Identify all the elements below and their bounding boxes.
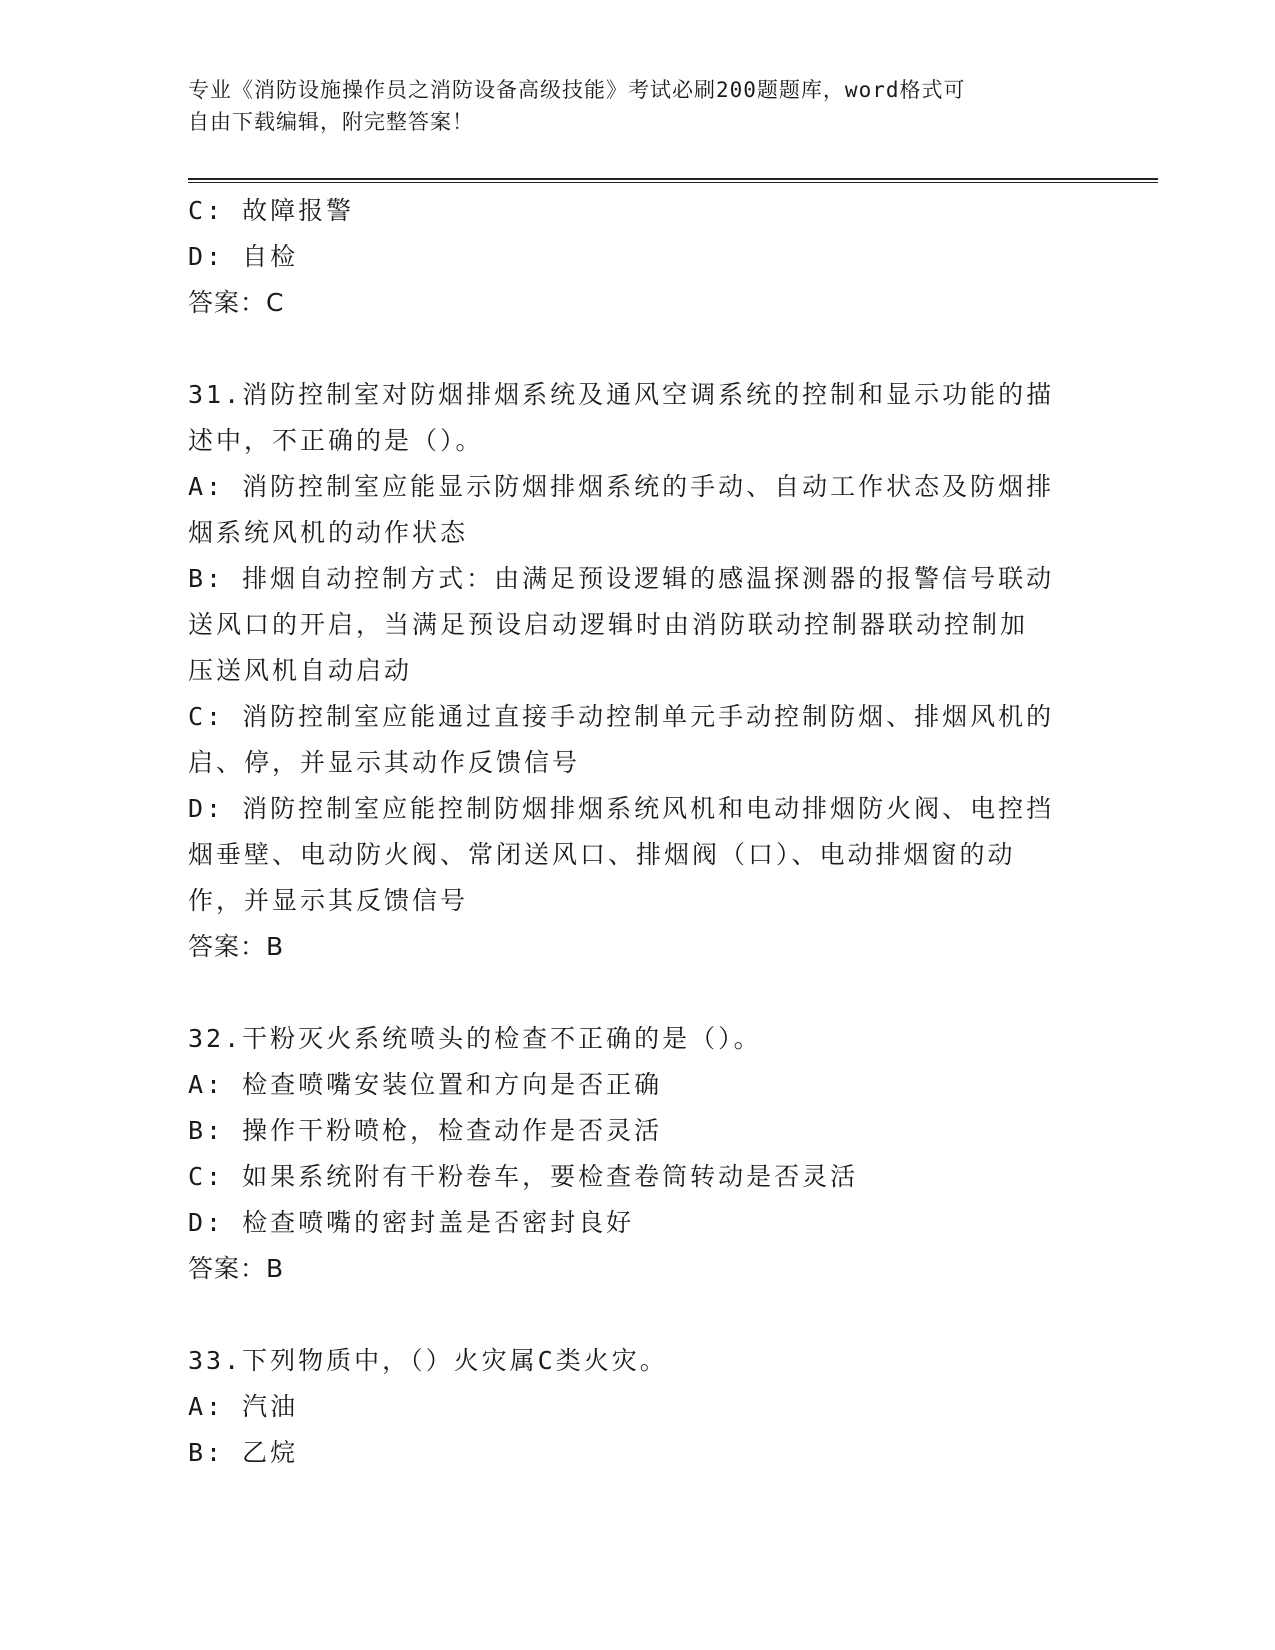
header-divider xyxy=(188,178,1158,183)
q32-option-a: A: 检查喷嘴安装位置和方向是否正确 xyxy=(188,1070,663,1099)
q32-option-c: C: 如果系统附有干粉卷车，要检查卷筒转动是否灵活 xyxy=(188,1162,859,1191)
question-31 xyxy=(188,372,1088,970)
q32-option-b: B: 操作干粉喷枪，检查动作是否灵活 xyxy=(188,1116,663,1145)
q33-option-a: A: 汽油 xyxy=(188,1392,299,1421)
q31-option-d-line-1: D: 消防控制室应能控制防烟排烟系统风机和电动排烟防火阀、电控挡 xyxy=(188,794,1055,823)
q31-option-b-line-1: B: 排烟自动控制方式：由满足预设逻辑的感温探测器的报警信号联动 xyxy=(188,564,1055,593)
q31-stem-line-1: 31.消防控制室对防烟排烟系统及通风空调系统的控制和显示功能的描 xyxy=(188,380,1055,409)
q31-option-d-line-2: 烟垂壁、电动防火阀、常闭送风口、排烟阀（口）、电动排烟窗的动 xyxy=(188,840,1016,869)
q30-answer: 答案：C xyxy=(188,288,285,317)
page-header xyxy=(188,74,1088,138)
question-33 xyxy=(188,1338,1088,1476)
q31-answer: 答案：B xyxy=(188,932,285,961)
spacer xyxy=(188,1292,1088,1338)
spacer xyxy=(188,326,1088,372)
q32-option-d: D: 检查喷嘴的密封盖是否密封良好 xyxy=(188,1208,635,1237)
q31-option-b-line-2: 送风口的开启，当满足预设启动逻辑时由消防联动控制器联动控制加 xyxy=(188,610,1029,639)
q31-option-a-line-2: 烟系统风机的动作状态 xyxy=(188,518,469,547)
header-line-2: 自由下载编辑，附完整答案！ xyxy=(188,110,474,134)
question-content xyxy=(188,188,1088,1476)
q31-stem-line-2: 述中，不正确的是（）。 xyxy=(188,426,484,455)
q30-option-d: D: 自检 xyxy=(188,242,299,271)
q32-stem: 32.干粉灭火系统喷头的检查不正确的是（）。 xyxy=(188,1024,762,1053)
q31-option-a-line-1: A: 消防控制室应能显示防烟排烟系统的手动、自动工作状态及防烟排 xyxy=(188,472,1055,501)
header-line-1: 专业《消防设施操作员之消防设备高级技能》考试必刷200题题库，word格式可 xyxy=(188,78,966,102)
q33-option-b: B: 乙烷 xyxy=(188,1438,299,1467)
q31-option-c-line-1: C: 消防控制室应能通过直接手动控制单元手动控制防烟、排烟风机的 xyxy=(188,702,1055,731)
q33-stem: 33.下列物质中，（）火灾属C类火灾。 xyxy=(188,1346,668,1375)
q32-answer: 答案：B xyxy=(188,1254,285,1283)
q31-option-d-line-3: 作，并显示其反馈信号 xyxy=(188,886,469,915)
q31-option-b-line-3: 压送风机自动启动 xyxy=(188,656,413,685)
question-32 xyxy=(188,1016,1088,1292)
q31-option-c-line-2: 启、停，并显示其动作反馈信号 xyxy=(188,748,581,777)
spacer xyxy=(188,970,1088,1016)
q30-option-c: C: 故障报警 xyxy=(188,196,355,225)
question-30-tail xyxy=(188,188,1088,326)
